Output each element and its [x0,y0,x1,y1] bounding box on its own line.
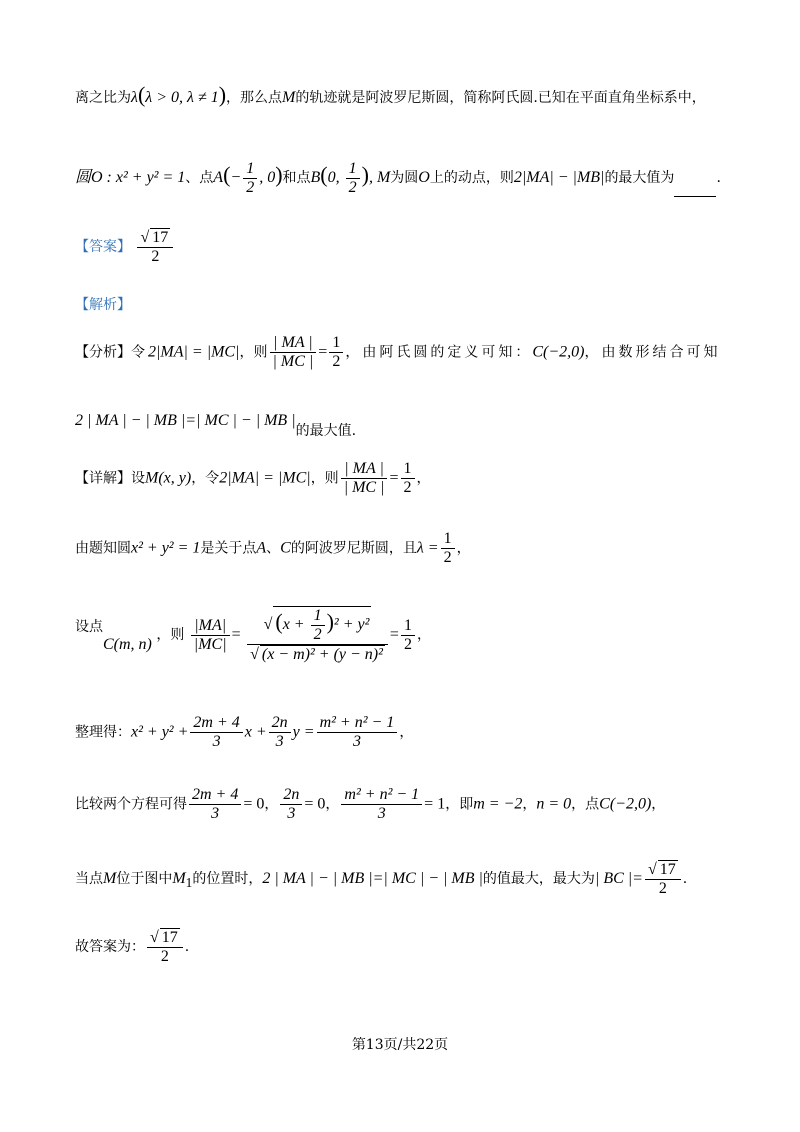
text: 和点 [282,170,311,187]
fenxi-label: 【分析】 [75,344,131,361]
simplify-line [75,714,413,751]
text: ， [456,540,471,557]
text: ，则 [239,344,268,361]
text: 当点 [75,871,103,887]
circle-o: O [418,169,430,187]
text: 的最大值. [295,423,357,439]
text: ， [399,724,414,741]
half-fraction: $\frac{1}{2}$ [401,460,415,497]
fenxi-line-2 [75,410,357,439]
xiangjie-line: 【详解】设M(x, y)，令2|MA| = |MC|，则 $\frac{| MA |}{| MC |}$ = $\frac{1}{2}$ ， [75,460,431,496]
text: ，则 [310,470,339,487]
text: 设 [131,470,145,487]
answer-value: $\frac{√ 17}{2}$ [137,228,173,266]
answer-label: 【答案】 [75,239,131,255]
circle-equation: 圆O : x² + y² = 1 [75,169,186,187]
text: ，即 [445,796,474,813]
half-fraction: $\frac{1}{2}$ [441,530,455,567]
point-a: A [256,539,267,557]
fenxi-line: 【分析】令2|MA| = |MC|，则 $\frac{| MA |}{| MC |}$ = $\frac{1}{2}$ ，由阿氏圆的定义可知：C(−2,0)，由数形结合可知 [75,334,721,370]
expression: 2 | MA | − | MB |=| MC | − | MB | [75,412,296,429]
equation: 2|MA| = |MC| [148,343,240,361]
text: 整理得： [75,724,131,741]
final-value: $\frac{√ 17}{2}$ [147,928,183,966]
text: ，由阿氏圆的定义可知： [345,344,533,361]
text: ，则 [156,627,185,643]
text: 由题知圆 [75,540,131,557]
text: 令 [131,344,148,361]
text: 的位置时， [192,871,263,887]
text: 上的动点，则 [429,170,514,187]
text: ， [651,796,666,813]
point-m-xy: M(x, y) [145,469,192,487]
fraction: $\frac{2n}{3}$ [280,786,302,823]
answer-blank [674,182,716,197]
text: 故答案为： [75,939,145,955]
text: ， [325,796,340,813]
fraction: $\frac{\text{m² + n² − 1}}{3}$ [317,714,398,751]
point-a: A(− $\frac{1}{2}$ , 0) [213,160,283,196]
text: 位于图中 [116,871,173,887]
distance-ratio: √ (x + $\frac{1}{2}$ )² + y² √ (x − m)² + (y − n)² [247,606,388,664]
text: 的值最大，最大为 [482,871,595,887]
circle-line [75,530,471,567]
point-b: B(0, $\frac{1}{2}$ ), M [310,160,391,196]
ratio-fraction: $\frac{|MA|}{|MC|}$ [191,617,230,654]
text: 、点 [185,170,214,187]
m-value: m = −2 [473,795,523,813]
text: 是关于点 [200,540,257,557]
lambda-eq: λ = [416,539,439,557]
text: 为圆 [390,170,419,187]
set-c-line: 设点 C(m, n) ，则 $\frac{|MA|}{|MC|}$ = √ (x + $\frac{1}{2}$ )² + y² √ (x − m)² + (y − n)² = $\frac{1}{2}$ ， [75,607,431,663]
max-line [75,860,687,898]
point-c: C [280,539,291,557]
text: 的阿波罗尼斯圆，且 [290,540,417,557]
text: 比较两个方程可得 [75,796,187,813]
point-c: C(−2,0) [532,343,585,361]
text: 的最大值为 [604,170,675,187]
point-m: M [282,89,296,106]
text: ， [264,796,279,813]
fraction: $\frac{2m + 4}{3}$ [189,786,241,823]
text: ， [416,470,431,487]
text: ，点 [571,796,600,813]
expression: 2 | MA | − | MB |=| MC | − | MB | [262,870,483,887]
text: ，令 [191,470,220,487]
text: ， [416,627,431,643]
term: = 0 [304,795,326,813]
point-m1: $M_1$ [172,870,193,891]
xiangjie-label: 【详解】 [75,470,131,487]
page-number: 第13页/共22页 [351,1037,449,1053]
text: ， [522,796,537,813]
fraction: $\frac{\text{m² + n² − 1}}{3}$ [341,786,422,823]
problem-line-1 [75,82,706,108]
fraction: $\frac{2m + 4}{3}$ [190,714,242,751]
text: . [716,170,721,187]
problem-line-2 [75,160,721,197]
term: = 1 [424,795,446,813]
equation: 2|MA| = |MC| [219,469,311,487]
text: 的轨迹就是阿波罗尼斯圆，简称阿氏圆.已知在平面直角坐标系中， [295,90,706,106]
text: 离之比为 [75,90,131,106]
fraction: $\frac{2n}{3}$ [269,714,291,751]
target-expression: 2|MA| − |MB| [513,169,605,187]
set-point-label: 设点 C(m, n) [75,619,152,653]
term: y = [292,723,315,741]
circle-equation: x² + y² = 1 [131,539,201,557]
answer-line [75,228,175,266]
point-c: C(−2,0) [599,795,652,813]
max-value: $\frac{√ 17}{2}$ [645,860,681,898]
bc-length: | BC |= [594,870,643,887]
term: x² + y² + [131,723,189,741]
text: ，那么点 [226,90,283,106]
text: ，由数形结合可知 [584,344,721,361]
ratio-fraction: $\frac{| MA |}{| MC |}$ [341,460,388,497]
compare-line [75,786,665,823]
n-value: n = 0 [536,795,572,813]
point-m: M [103,870,117,887]
half-fraction: $\frac{1}{2}$ [329,334,343,371]
text: . [682,871,688,887]
text: . [184,939,190,955]
text: 、 [266,540,281,557]
ratio-fraction: $\frac{| MA |}{| MC |}$ [270,334,317,371]
lambda-condition: λ(λ > 0, λ ≠ 1) [131,82,227,107]
term: = 0 [243,795,265,813]
term: x + [244,723,267,741]
analysis-label: 【解析】 [75,297,131,313]
final-answer-line [75,928,189,966]
half-fraction: $\frac{1}{2}$ [401,617,415,654]
